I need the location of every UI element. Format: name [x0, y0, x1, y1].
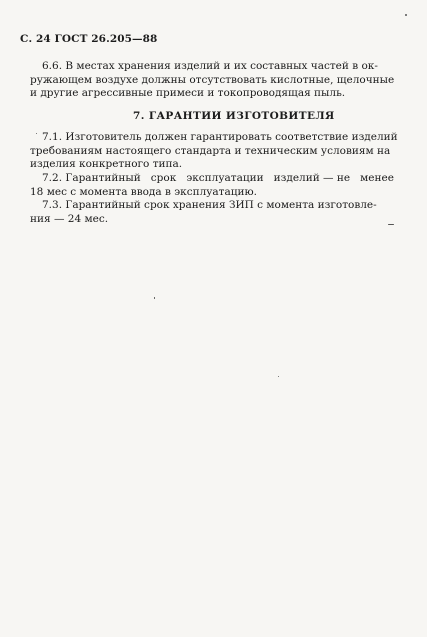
- scan-speck: [388, 224, 394, 225]
- scan-speck: [154, 297, 155, 299]
- word: срок: [150, 172, 177, 184]
- paragraph-line: требованиям настоящего стандарта и техническим условиям на: [30, 144, 391, 157]
- section-title: 7. ГАРАНТИИ ИЗГОТОВИТЕЛЯ: [133, 110, 335, 122]
- paragraph-line: ния — 24 мес.: [30, 212, 109, 225]
- scan-speck: [405, 14, 407, 16]
- scan-speck: [36, 133, 37, 134]
- word: менее: [360, 172, 394, 184]
- scan-speck: [278, 376, 279, 377]
- word: 7.2. Гарантийный: [42, 172, 141, 184]
- paragraph-7-3: [30, 199, 394, 226]
- word: эксплуатации: [186, 172, 264, 184]
- paragraph-line: 6.6. В местах хранения изделий и их составных частей в ок-: [42, 60, 378, 72]
- paragraph-line: и другие агрессивные примеси и токопроводящая пыль.: [30, 87, 346, 100]
- paragraph-line: ружающем воздухе должны отсутствовать кислотные, щелочные: [30, 73, 395, 86]
- paragraph-7-1: [30, 131, 398, 172]
- page-header: С. 24 ГОСТ 26.205—88: [20, 33, 158, 45]
- paragraph-line: 7.3. Гарантийный срок хранения ЗИП с момента изготовле-: [42, 199, 377, 211]
- paragraph-line: 7.1. Изготовитель должен гарантировать соответствие изделий: [42, 131, 398, 143]
- paragraph-line: 18 мес с момента ввода в эксплуатацию.: [30, 185, 257, 198]
- paragraph-7-2: [30, 172, 394, 199]
- word: изделий — не: [273, 172, 351, 184]
- paragraph-line: изделия конкретного типа.: [30, 158, 183, 171]
- paragraph-6-6: [30, 60, 394, 101]
- paragraph-line: [30, 172, 394, 186]
